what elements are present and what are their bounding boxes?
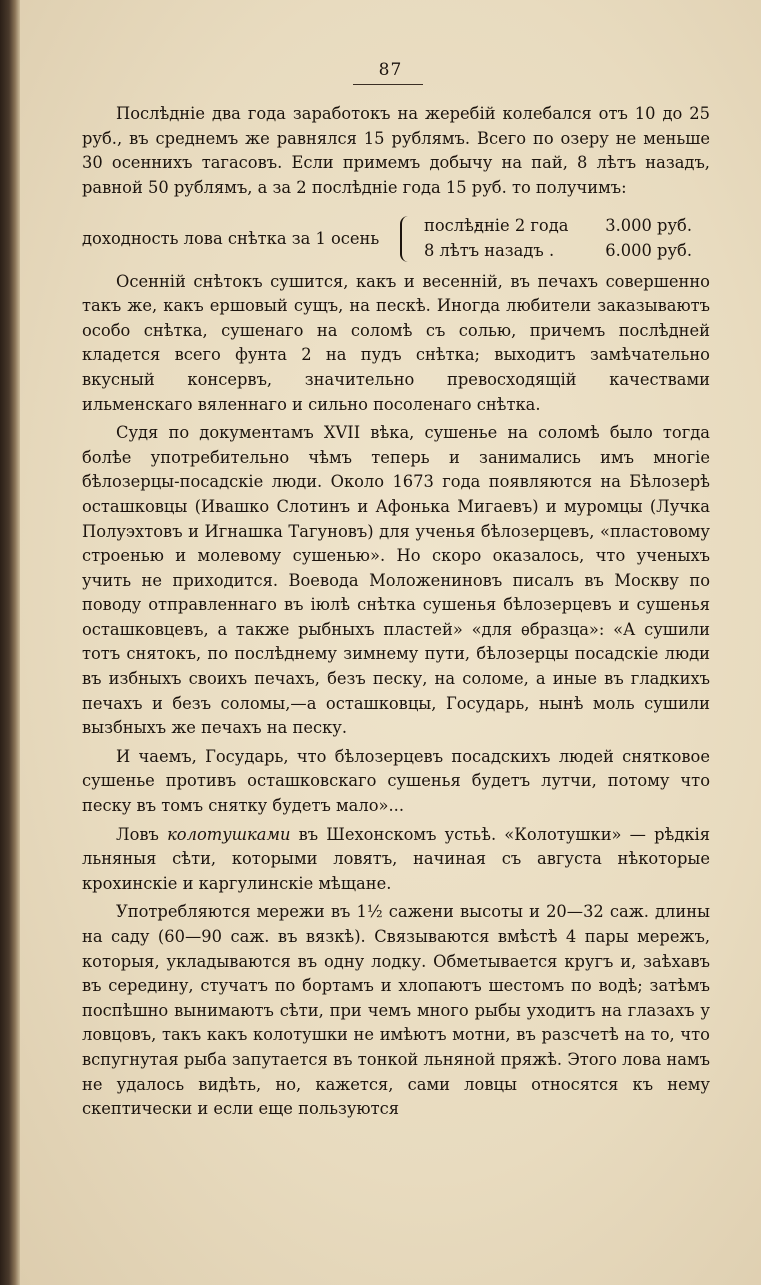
- text-run: въ Шехонскомъ устьѣ. «Колотушки» — рѣдкія льняныя сѣти, которыми ловятъ, начиная съ августа нѣкоторые крохинскіе и каргулинскіе мѣщане.: [82, 824, 710, 893]
- income-row: [424, 239, 710, 264]
- page-number-rule: [353, 84, 423, 85]
- paragraph-documents: Судя по документамъ XVII вѣка, сушенье на соломѣ было тогда болѣе употребительно чѣмъ теперь и занимались имъ многіе бѣлозерцы-посадскіе люди. Около 1673 года появляются на Бѣлозерѣ осташковцы (Ивашко Слотинъ и Афонька Мигаевъ) и муромцы (Лучка Полуэхтовъ и Игнашка Тагуновъ) для ученья бѣлозерцевъ, «пластовому строенью и молевому сушенью». Но скоро оказалось, что ученыхъ учить не приходится. Воевода Моложениновъ писалъ въ Москву по поводу отправленнаго въ іюлѣ снѣтка сушенья бѣлозерцевъ и сушенья осташковцевъ, а также рыбныхъ пластей» «для ѳбразца»: «А сушили тотъ снятокъ, по послѣднему зимнему пути, бѣлозерцы посадскіе люди въ избныхъ своихъ печахъ, безъ песку, на соломе, а иные въ гладкихъ печахъ и безъ соломы,—а осташковцы, Государь, нынѣ моль сушили вызбныхъ же печахъ на песку.: [82, 423, 710, 738]
- income-rows: [424, 214, 710, 263]
- income-row-value: 6.000 руб.: [605, 240, 692, 260]
- paragraph-quote-end: И чаемъ, Государь, что бѣлозерцевъ посадскихъ людей снятковое сушенье противъ осташковскаго сушенья будетъ лутчи, потому что песку въ томъ снятку будетъ мало»...: [82, 746, 710, 816]
- income-lead: доходность лова снѣтка за 1 осень: [82, 228, 380, 248]
- paragraph-autumn-smelt: Осенній снѣтокъ сушится, какъ и весенній, въ печахъ совершенно такъ же, какъ ершовый сущъ, на пескѣ. Иногда любители заказываютъ особо снѣтка, сушенаго на соломѣ съ солью, причемъ послѣдней кладется всего фунта 2 на пудъ снѣтка; выходитъ замѣчательно вкусный консервъ, значительно превосходящій качествами ильменскаго вяленнаго и сильно посоленаго снѣтка.: [82, 271, 710, 414]
- paragraph-kolotushki: [82, 823, 710, 897]
- income-summary: [82, 214, 710, 263]
- book-page: [20, 0, 761, 1285]
- text-run: Ловъ: [116, 824, 168, 844]
- curly-brace: [400, 216, 414, 262]
- emphasis-term: колотушками: [167, 824, 291, 844]
- book-binding-edge: [0, 0, 20, 1285]
- page-body: [82, 102, 710, 1122]
- income-row-label: послѣдніе 2 года: [424, 216, 569, 236]
- income-row-label: 8 лѣтъ назадъ .: [424, 240, 555, 260]
- income-row: [424, 214, 710, 239]
- income-row-value: 3.000 руб.: [605, 216, 692, 236]
- paragraph-nets: Употребляются мережи въ 1½ сажени высоты и 20—32 саж. длины на саду (60—90 саж. въ вязкѣ). Связываются вмѣстѣ 4 пары мережъ, которыя, укладываются въ одну лодку. Обметывается кругъ и, заѣхавъ въ середину, стучатъ по бортамъ и хлопаютъ шестомъ по водѣ; затѣмъ поспѣшно вынимаютъ сѣти, при чемъ много рыбы уходитъ на глазахъ у ловцовъ, такъ какъ колотушки не имѣютъ мотни, въ разсчетѣ на то, что вспугнутая рыба запутается въ тонкой льняной пряжѣ. Этого лова намъ не удалось видѣть, но, кажется, сами ловцы относятся къ нему скептически и если еще пользуются: [82, 902, 710, 1119]
- page-number: 87: [378, 60, 403, 80]
- paragraph-earnings: Послѣдніе два года заработокъ на жеребій колебался отъ 10 до 25 руб., въ среднемъ же равнялся 15 рублямъ. Всего по озеру не меньше 30 осеннихъ тагасовъ. Если примемъ добычу на пай, 8 лѣтъ назадъ, равной 50 рублямъ, а за 2 послѣдніе года 15 руб. то получимъ:: [82, 104, 710, 197]
